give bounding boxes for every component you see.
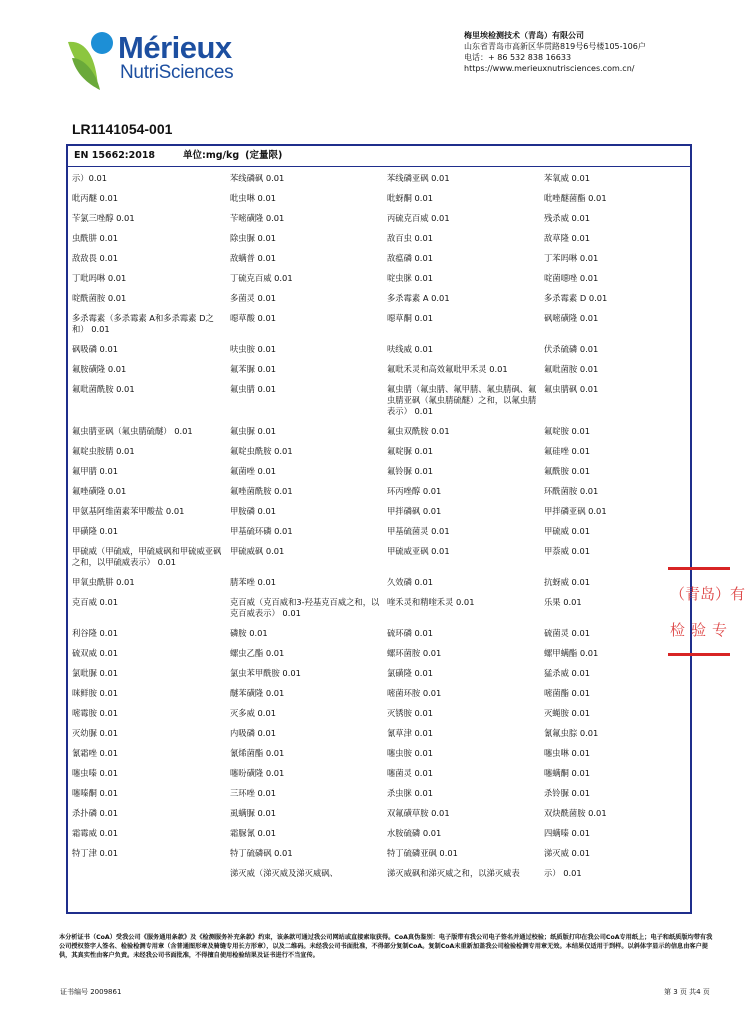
table-row: [68, 173, 690, 193]
table-cell: 氯吡脲 0.01: [72, 668, 119, 678]
table-cell: 甲硫威亚砜 0.01: [387, 546, 450, 556]
table-cell: 甲萘威 0.01: [544, 546, 591, 556]
table-cell: 氰霜唑 0.01: [72, 748, 119, 758]
table-cell: 氟唑磺隆 0.01: [72, 486, 127, 496]
table-cell: 多杀霉素 A 0.01: [387, 293, 450, 303]
table-cell: 氟酰胺 0.01: [544, 466, 591, 476]
table-cell: 氟吡菌酰胺 0.01: [72, 384, 135, 394]
logo-wordmark-merieux: Mérieux: [118, 30, 232, 65]
table-cell: 氟菌唑 0.01: [230, 466, 277, 476]
table-cell: 氰氟虫腙 0.01: [544, 728, 599, 738]
table-cell: 灭蝇胺 0.01: [544, 708, 591, 718]
table-cell: 氟硅唑 0.01: [544, 446, 591, 456]
logo-wordmark-nutrisciences: NutriSciences: [120, 62, 234, 83]
table-row: [68, 768, 690, 788]
table-row: [68, 728, 690, 748]
table-cell: 氟胺磺隆 0.01: [72, 364, 127, 374]
company-website: https://www.merieuxnutrisciences.com.cn/: [464, 64, 635, 73]
report-id: LR1141054-001: [72, 121, 173, 137]
table-cell: 氟啶虫胺腈 0.01: [72, 446, 135, 456]
table-row: [68, 384, 690, 426]
table-cell: 敌百虫 0.01: [387, 233, 434, 243]
table-cell: 腈苯唑 0.01: [230, 577, 277, 587]
table-row: [68, 668, 690, 688]
table-row: [68, 788, 690, 808]
table-cell: 噁草酸 0.01: [230, 313, 277, 323]
table-cell: 氟虫腈（氟虫腈、氟甲腈、氟虫腈砜、氟虫腈亚砜（氟虫腈硫醚）之和，以氟虫腈表示） 0.01: [387, 384, 537, 416]
table-cell: 呋线威 0.01: [387, 344, 434, 354]
table-cell: 利谷隆 0.01: [72, 628, 119, 638]
table-cell: 杀扑磷 0.01: [72, 808, 119, 818]
table-cell: 苯线磷砜 0.01: [230, 173, 285, 183]
table-cell: 虫酰肼 0.01: [72, 233, 119, 243]
table-cell: 螺虫乙酯 0.01: [230, 648, 285, 658]
table-row: [68, 466, 690, 486]
results-table: [66, 144, 692, 914]
table-cell: 甲基硫环磷 0.01: [230, 526, 293, 536]
table-row: [68, 253, 690, 273]
table-row: [68, 708, 690, 728]
company-phone: 电话：+ 86 532 838 16633: [464, 53, 572, 62]
table-row: [68, 688, 690, 708]
table-cell: 敌瘟磷 0.01: [387, 253, 434, 263]
table-cell: 氟甲腈 0.01: [72, 466, 119, 476]
page-number: 第 3 页 共4 页: [664, 988, 710, 996]
red-seal-stamp: [668, 567, 745, 657]
table-cell: 涕灭威砜和涕灭威之和，以涕灭威表: [387, 868, 520, 878]
table-cell: 苄氯三唑醇 0.01: [72, 213, 135, 223]
table-cell: 苯氧威 0.01: [544, 173, 591, 183]
table-cell: 克百威 0.01: [72, 597, 119, 607]
table-cell: 甲基硫菌灵 0.01: [387, 526, 450, 536]
table-row: [68, 233, 690, 253]
table-cell: 除虫脲 0.01: [230, 233, 277, 243]
table-cell: 环丙唑醇 0.01: [387, 486, 442, 496]
table-cell: 甲硫威砜 0.01: [230, 546, 285, 556]
table-cell: 氯磺隆 0.01: [387, 668, 434, 678]
table-cell: 氟虫腈 0.01: [230, 384, 277, 394]
table-cell: 灭锈胺 0.01: [387, 708, 434, 718]
table-cell: 氟啶胺 0.01: [544, 426, 591, 436]
table-cell: 丙硫克百威 0.01: [387, 213, 450, 223]
table-cell: 嘧菌环胺 0.01: [387, 688, 442, 698]
table-cell: 杀虫脒 0.01: [387, 788, 434, 798]
table-cell: 特丁硫磷砜 0.01: [230, 848, 293, 858]
table-cell: 硫环磷 0.01: [387, 628, 434, 638]
table-cell: 氟吡禾灵和高效氟吡甲禾灵 0.01: [387, 364, 508, 374]
table-cell: 嘧霉胺 0.01: [72, 708, 119, 718]
table-cell: 猛杀威 0.01: [544, 668, 591, 678]
table-cell: 虱螨脲 0.01: [230, 808, 277, 818]
table-row: [68, 648, 690, 668]
disclaimer-text: 本分析证书（CoA）受我公司《服务通用条款》及《检测服务补充条款》约束，该条款可通过我公司网站或直接索取获得。CoA真伪鉴别：电子版带有我公司电子签名并通过校验；纸质版打印在我公司CoA专用纸上；电子和纸质版均带有我公司授权签字人签名、检验检测专用章（含普通图形章及骑缝专用长方形章），以及二维码。未经我公司书面批准，不得部分复制CoA。复制CoA未重新加盖我公司检验检测专用章无效。本结果仅适用于到样。以斜体字显示的信息由客户提供，其真实性由客户负责。未经我公司书面批准，不得擅自使用检验结果及证书进行不当宣传。: [59, 934, 713, 959]
stamp-text-1: （青岛）有: [670, 585, 745, 603]
table-cell: 敌敌畏 0.01: [72, 253, 119, 263]
table-row: [68, 446, 690, 466]
table-cell: 甲氨基阿维菌素苯甲酸盐 0.01: [72, 506, 185, 516]
table-cell: 噁草酮 0.01: [387, 313, 434, 323]
table-body: [68, 173, 690, 888]
table-cell: 咪鲜胺 0.01: [72, 688, 119, 698]
table-cell: 砜嘧磺隆 0.01: [544, 313, 599, 323]
table-cell: 螺甲螨酯 0.01: [544, 648, 599, 658]
table-cell: 氰草津 0.01: [387, 728, 434, 738]
table-cell: 示） 0.01: [544, 868, 582, 878]
table-cell: 噻菌灵 0.01: [387, 768, 434, 778]
company-name: 梅里埃检测技术（青岛）有限公司: [464, 31, 584, 40]
table-cell: 敌螨普 0.01: [230, 253, 277, 263]
table-cell: 三环唑 0.01: [230, 788, 277, 798]
table-cell: 噻虫胺 0.01: [387, 748, 434, 758]
table-cell: 吡蚜酮 0.01: [387, 193, 434, 203]
table-cell: 霜霉威 0.01: [72, 828, 119, 838]
table-cell: 氰烯菌酯 0.01: [230, 748, 285, 758]
table-cell: 涕灭威 0.01: [544, 848, 591, 858]
table-cell: 螺环菌胺 0.01: [387, 648, 442, 658]
table-cell: 噻吩磺隆 0.01: [230, 768, 285, 778]
table-cell: 特丁硫磷亚砜 0.01: [387, 848, 458, 858]
table-cell: 灭幼脲 0.01: [72, 728, 119, 738]
table-cell: 灭多威 0.01: [230, 708, 277, 718]
table-row: [68, 364, 690, 384]
table-row: [68, 293, 690, 313]
limit-label: (定量限): [245, 150, 283, 161]
table-cell: 水胺硫磷 0.01: [387, 828, 442, 838]
table-cell: 多杀霉素（多杀霉素 A和多杀霉素 D之和） 0.01: [72, 313, 214, 334]
table-cell: 苄嘧磺隆 0.01: [230, 213, 285, 223]
table-cell: 霜脲氰 0.01: [230, 828, 277, 838]
table-cell: 甲硫威 0.01: [544, 526, 591, 536]
table-cell: 双氟磺草胺 0.01: [387, 808, 450, 818]
table-cell: 乐果 0.01: [544, 597, 582, 607]
table-cell: 甲氧虫酰肼 0.01: [72, 577, 135, 587]
table-cell: 啶菌噁唑 0.01: [544, 273, 599, 283]
table-cell: 氟虫脲 0.01: [230, 426, 277, 436]
table-cell: 噻嗪酮 0.01: [72, 788, 119, 798]
table-cell: 杀铃脲 0.01: [544, 788, 591, 798]
table-cell: 醚苯磺隆 0.01: [230, 688, 285, 698]
table-cell: 涕灭威（涕灭威及涕灭威砜、: [230, 868, 338, 878]
table-cell: 啶酰菌胺 0.01: [72, 293, 127, 303]
table-cell: 嘧菌酯 0.01: [544, 688, 591, 698]
table-row: [68, 193, 690, 213]
table-row: [68, 486, 690, 506]
table-cell: 吡丙醚 0.01: [72, 193, 119, 203]
table-row: [68, 213, 690, 233]
table-cell: 抗蚜威 0.01: [544, 577, 591, 587]
table-cell: 残杀威 0.01: [544, 213, 591, 223]
table-cell: 伏杀硫磷 0.01: [544, 344, 599, 354]
table-row: [68, 577, 690, 597]
table-row: [68, 313, 690, 344]
table-cell: 噻虫嗪 0.01: [72, 768, 119, 778]
unit-label: 单位:mg/kg: [183, 150, 240, 161]
table-cell: 甲磺隆 0.01: [72, 526, 119, 536]
table-row: [68, 526, 690, 546]
table-cell: 特丁津 0.01: [72, 848, 119, 858]
table-cell: 敌草隆 0.01: [544, 233, 591, 243]
table-cell: 丁硫克百威 0.01: [230, 273, 293, 283]
table-cell: 久效磷 0.01: [387, 577, 434, 587]
table-cell: 氟虫腈砜 0.01: [544, 384, 599, 394]
table-cell: 噻虫啉 0.01: [544, 748, 591, 758]
table-cell: 多菌灵 0.01: [230, 293, 277, 303]
table-cell: [68, 868, 226, 879]
table-cell: 硫双威 0.01: [72, 648, 119, 658]
table-row: [68, 273, 690, 293]
table-cell: 环酰菌胺 0.01: [544, 486, 599, 496]
table-cell: 氟铃脲 0.01: [387, 466, 434, 476]
stamp-text-2: 检验专: [670, 621, 734, 639]
table-cell: 砜吸磷 0.01: [72, 344, 119, 354]
table-cell: 氟苯脲 0.01: [230, 364, 277, 374]
table-cell: 氟啶虫酰胺 0.01: [230, 446, 293, 456]
table-header: [68, 146, 690, 167]
table-cell: 甲胺磷 0.01: [230, 506, 277, 516]
certificate-number: 证书编号 2009861: [60, 988, 122, 996]
table-cell: 氯虫苯甲酰胺 0.01: [230, 668, 301, 678]
table-row: [68, 344, 690, 364]
table-cell: 氟吡菌胺 0.01: [544, 364, 599, 374]
table-cell: 喹禾灵和精喹禾灵 0.01: [387, 597, 475, 607]
table-cell: 四螨嗪 0.01: [544, 828, 591, 838]
table-cell: 氟虫双酰胺 0.01: [387, 426, 450, 436]
table-cell: 丁吡吗啉 0.01: [72, 273, 127, 283]
table-row: [68, 868, 690, 888]
table-cell: 克百威（克百威和3-羟基克百威之和，以克百威表示） 0.01: [230, 597, 380, 618]
table-row: [68, 426, 690, 446]
table-cell: 甲硫威（甲硫威，甲硫威砜和甲硫威亚砜之和，以甲硫威表示） 0.01: [72, 546, 222, 567]
table-cell: 啶虫脒 0.01: [387, 273, 434, 283]
table-row: [68, 506, 690, 526]
table-row: [68, 808, 690, 828]
table-cell: 示）0.01: [72, 173, 108, 183]
table-row: [68, 597, 690, 628]
table-cell: 甲拌磷亚砜 0.01: [544, 506, 607, 516]
table-cell: 呋虫胺 0.01: [230, 344, 277, 354]
table-cell: 噻螨酮 0.01: [544, 768, 591, 778]
table-cell: 硫菌灵 0.01: [544, 628, 591, 638]
table-row: [68, 546, 690, 577]
company-info: [464, 30, 724, 74]
table-cell: 多杀霉素 D 0.01: [544, 293, 608, 303]
company-address: 山东省青岛市高新区华贯路819号6号楼105-106户: [464, 42, 646, 51]
table-cell: 氟虫腈亚砜（氟虫腈硫醚） 0.01: [72, 426, 193, 436]
table-row: [68, 848, 690, 868]
table-cell: 双炔酰菌胺 0.01: [544, 808, 607, 818]
table-row: [68, 628, 690, 648]
method-label: EN 15662:2018: [74, 150, 156, 161]
table-cell: 丁苯吗啉 0.01: [544, 253, 599, 263]
table-cell: 磷胺 0.01: [230, 628, 268, 638]
table-cell: 氟唑菌酰胺 0.01: [230, 486, 293, 496]
table-cell: 内吸磷 0.01: [230, 728, 277, 738]
table-cell: 氟啶脲 0.01: [387, 446, 434, 456]
table-cell: 苯线磷亚砜 0.01: [387, 173, 450, 183]
table-cell: 吡唑醚菌酯 0.01: [544, 193, 607, 203]
table-row: [68, 748, 690, 768]
table-cell: 吡虫啉 0.01: [230, 193, 277, 203]
table-row: [68, 828, 690, 848]
table-cell: 甲拌磷砜 0.01: [387, 506, 442, 516]
